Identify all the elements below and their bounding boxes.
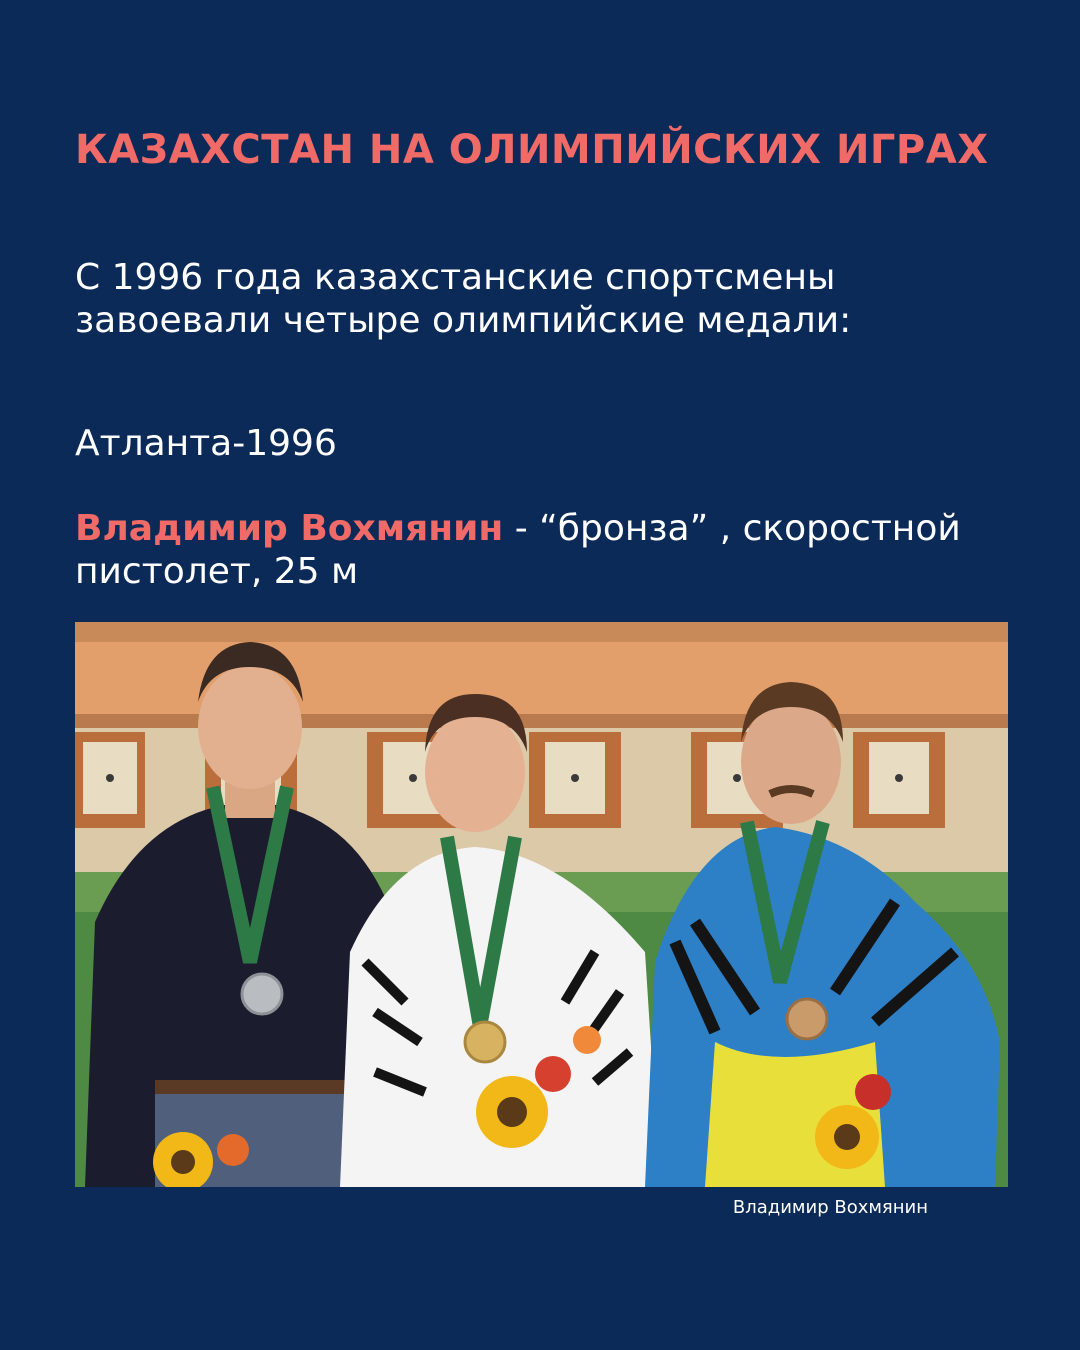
photo-caption: Владимир Вохмянин	[732, 1197, 928, 1218]
podium-photo	[75, 622, 1008, 1187]
intro-text: С 1996 года казахстанские спортсмены завоевали четыре олимпийские медали:	[75, 257, 852, 341]
medal-description: - “бронза” , скоростной пистолет, 25 м	[75, 508, 961, 592]
page-title: КАЗАХСТАН НА ОЛИМПИЙСКИХ ИГРАХ	[75, 127, 989, 173]
athlete-name: Владимир Вохмянин	[75, 508, 504, 549]
games-label: Атланта-1996	[75, 423, 337, 464]
medal-line	[75, 507, 1035, 593]
